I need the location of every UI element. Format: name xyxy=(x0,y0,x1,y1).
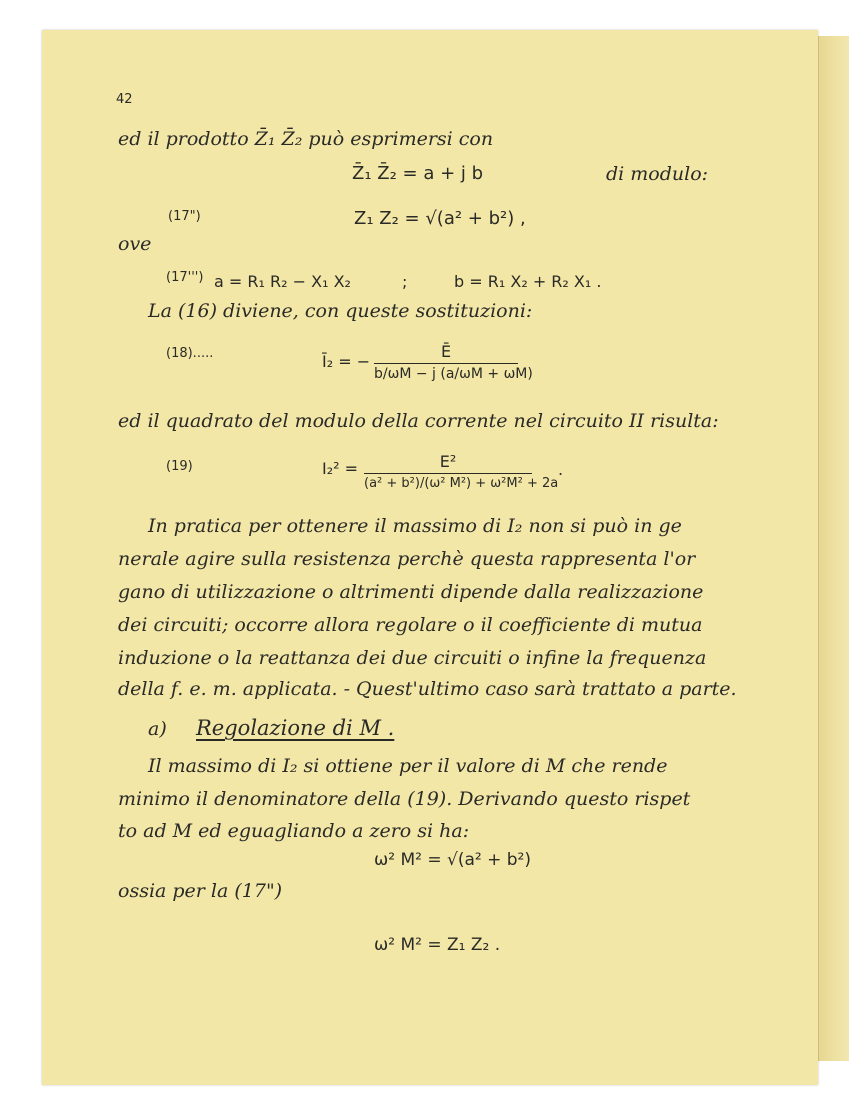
equation-18-lhs: Ī₂ = − xyxy=(322,352,371,371)
next-page-edge xyxy=(818,36,849,1061)
fraction-bar xyxy=(374,363,518,364)
equation-17c-b: b = R₁ X₂ + R₂ X₁ . xyxy=(454,272,602,291)
equation-18-fraction xyxy=(374,342,533,382)
equation-ref-18: (18)..... xyxy=(166,346,214,361)
paragraph-line-1: In pratica per ottenere il massimo di I₂ non si può in ge xyxy=(148,515,682,537)
equation-z1z2-ab: Z̄₁ Z̄₂ = a + j b xyxy=(352,163,484,184)
equation-final: ω² M² = Z₁ Z₂ . xyxy=(374,935,501,955)
equation-18-numerator: Ē xyxy=(440,342,452,361)
section-line-3: to ad M ed eguagliando a zero si ha: xyxy=(118,820,470,842)
equation-minimum: ω² M² = √(a² + b²) xyxy=(374,850,531,870)
page-number: 42 xyxy=(116,92,133,107)
equation-17c-a: a = R₁ R₂ − X₁ X₂ xyxy=(214,272,351,291)
equation-17b: Z₁ Z₂ = √(a² + b²) , xyxy=(354,208,526,229)
paragraph-line-6: della f. e. m. applicata. - Quest'ultimo caso sarà trattato a parte. xyxy=(118,678,737,700)
equation-18-denominator: b/ωM − j (a/ωM + ωM) xyxy=(374,366,533,382)
paragraph-line-2: nerale agire sulla resistenza perchè questa rappresenta l'or xyxy=(118,548,696,570)
section-label: a) xyxy=(148,718,167,740)
text-quadrato: ed il quadrato del modulo della corrente nel circuito II risulta: xyxy=(118,410,719,432)
equation-19-period: . xyxy=(558,460,564,479)
equation-ref-19: (19) xyxy=(166,459,193,474)
paragraph-line-5: induzione o la reattanza dei due circuiti o infine la frequenza xyxy=(118,647,707,669)
section-line-2: minimo il denominatore della (19). Derivando questo rispet xyxy=(118,788,691,810)
ove-label: ove xyxy=(118,233,152,255)
equation-19-denominator: (a² + b²)/(ω² M²) + ω²M² + 2a xyxy=(364,476,559,491)
text-ossia: ossia per la (17") xyxy=(118,880,283,902)
di-modulo-label: di modulo: xyxy=(606,163,709,185)
paragraph-line-3: gano di utilizzazione o altrimenti dipende dalla realizzazione xyxy=(118,581,704,603)
fraction-bar xyxy=(364,473,532,474)
equation-19-lhs: I₂² = xyxy=(322,459,359,478)
paragraph-line-4: dei circuiti; occorre allora regolare o il coefficiente di mutua xyxy=(118,614,703,636)
text-la-16: La (16) diviene, con queste sostituzioni: xyxy=(148,300,533,322)
equation-ref-17b: (17") xyxy=(168,209,201,224)
section-title: Regolazione di M . xyxy=(196,716,395,740)
section-line-1: Il massimo di I₂ si ottiene per il valore di M che rende xyxy=(148,755,668,777)
text-line-1: ed il prodotto Z̄₁ Z̄₂ può esprimersi con xyxy=(118,128,494,150)
equation-17c-separator: ; xyxy=(402,272,408,291)
equation-19-numerator: E² xyxy=(439,452,457,471)
equation-ref-17c: (17''') xyxy=(166,270,204,285)
equation-19-fraction xyxy=(364,452,559,491)
